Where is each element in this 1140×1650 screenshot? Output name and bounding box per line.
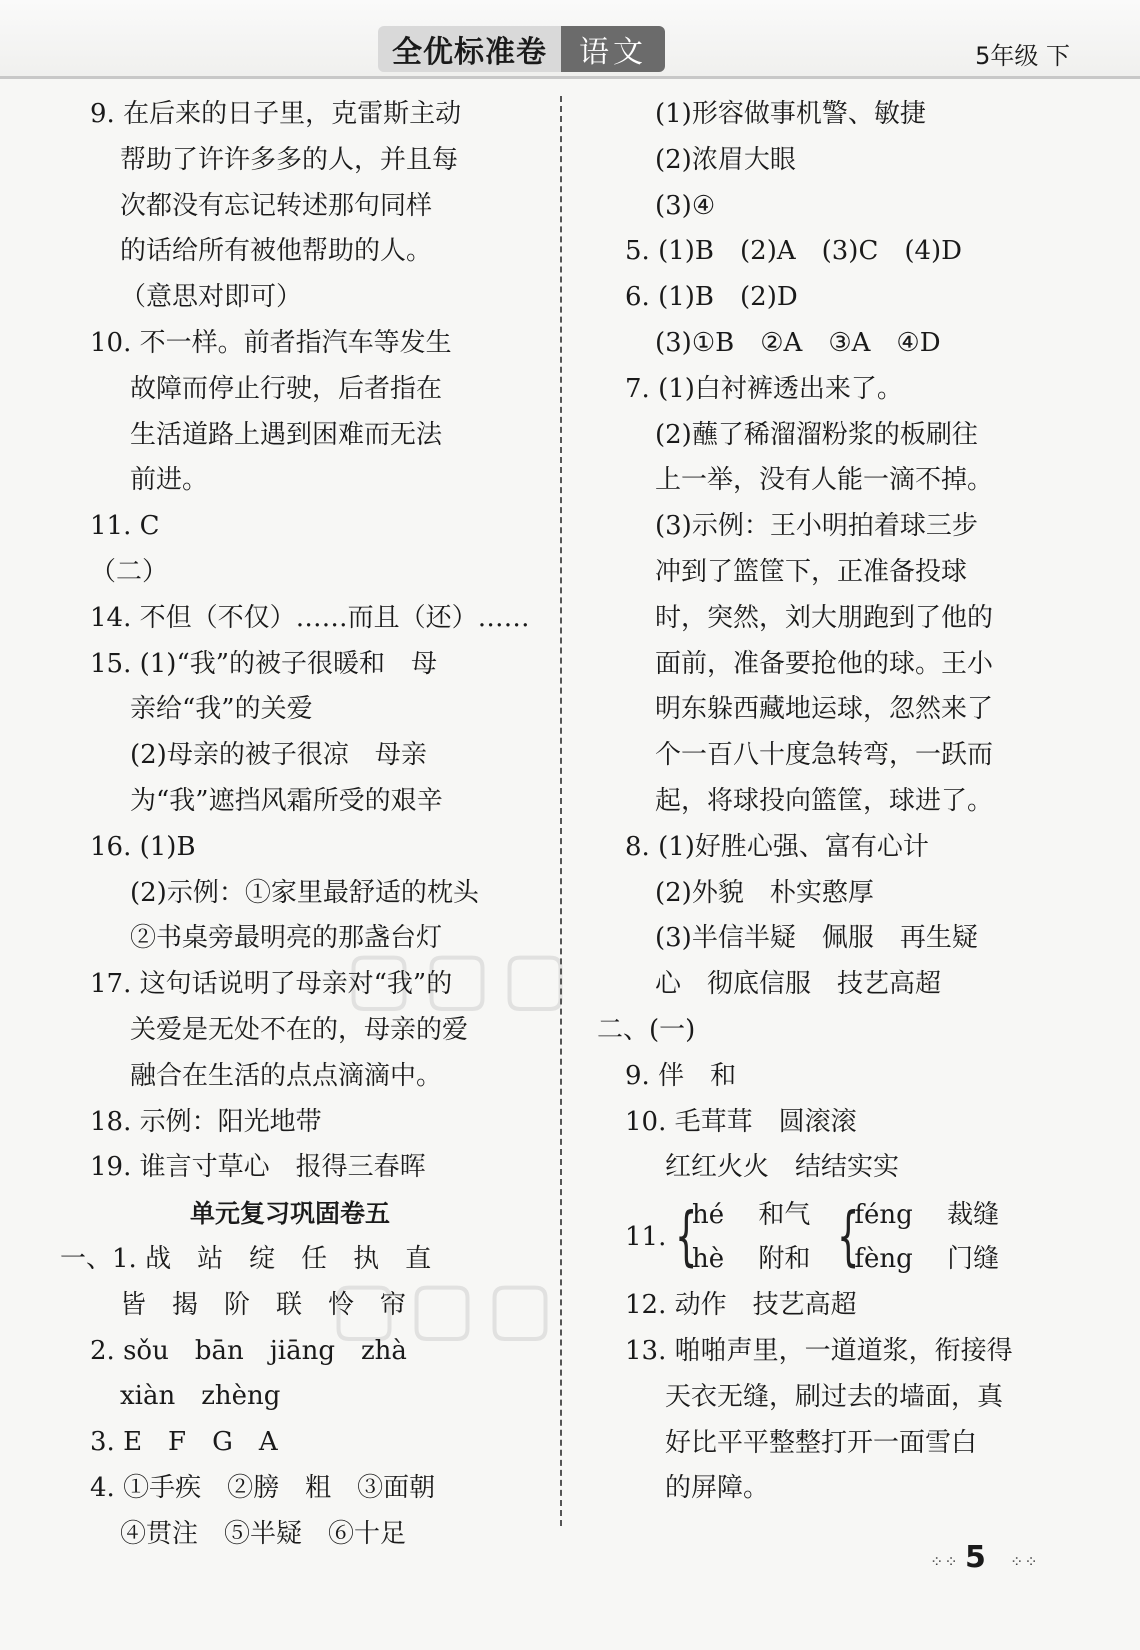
answer-line: 帮助了许许多多的人，并且每 [120, 144, 459, 175]
right-answer-column [597, 92, 1045, 1512]
answer-line: 4. ①手疾 ②膀 粗 ③面朝 [90, 1472, 436, 1503]
answer-line: (2)浓眉大眼 [655, 144, 796, 175]
answer-line: 前进。 [130, 465, 209, 496]
footer-dots-icon: ⁘⁘ [1010, 1552, 1039, 1571]
answer-line: 9. 在后来的日子里，克雷斯主动 [90, 99, 462, 129]
answer-line: 红红火火 结结实实 [665, 1152, 900, 1183]
pinyin: hé [692, 1200, 725, 1231]
answer-line: 天衣无缝，刷过去的墙面，真 [665, 1381, 1004, 1412]
answer-line: (2)外貌 朴实憨厚 [655, 877, 874, 908]
answer-line: 融合在生活的点点滴滴中。 [130, 1060, 443, 1091]
answer-line: (3)半信半疑 佩服 再生疑 [655, 923, 978, 954]
answer-line: (1)形容做事机警、敏捷 [655, 99, 926, 129]
page-number: 5 [965, 1540, 986, 1575]
answer-line: 10. 毛茸茸 圆滚滚 [625, 1106, 857, 1137]
answer-line: 为“我”遮挡风霜所受的艰辛 [130, 785, 443, 816]
answer-line: 14. 不但（不仅）……而且（还）…… [90, 602, 530, 633]
answer-line: 15. (1)“我”的被子很暖和 母 [90, 648, 438, 679]
answer-line: 时，突然，刘大朋跑到了他的 [655, 602, 994, 633]
footer-dots-icon: ⁘⁘ [930, 1552, 959, 1571]
answer-line: 11. C [90, 511, 160, 542]
brand-banner [378, 26, 665, 72]
brace-group-b [854, 1195, 999, 1279]
answer-line: 明东躲西藏地运球，忽然来了 [655, 694, 994, 725]
answer-line: 皆 揭 阶 联 怜 帘 [120, 1289, 407, 1320]
answer-line: 5. (1)B (2)A (3)C (4)D [625, 236, 963, 267]
watermark-mark: ▢▢▢ [330, 1265, 565, 1349]
watermark-mark: ▢▢▢ [345, 935, 580, 1019]
answer-line: 13. 啪啪声里，一道道浆，衔接得 [625, 1335, 1013, 1366]
answer-line: 19. 谁言寸草心 报得三春晖 [90, 1152, 426, 1183]
brace-icon: { [837, 1200, 860, 1275]
answer-line: 3. E F G A [90, 1427, 278, 1458]
brace-group-a [692, 1195, 810, 1279]
answer-line: ④贯注 ⑤半疑 ⑥十足 [120, 1518, 407, 1549]
answer-line: 故障而停止行驶，后者指在 [130, 373, 443, 404]
question-number: 11. [625, 1222, 667, 1253]
answer-line: 上一举，没有人能一滴不掉。 [655, 465, 994, 496]
answer-line: (2)母亲的被子很凉 母亲 [130, 740, 427, 771]
answer-line: 冲到了篮筐下，正准备投球 [655, 556, 968, 587]
answer-line: 二、(一) [597, 1014, 696, 1045]
answer-line: (2)蘸了稀溜溜粉浆的板刷往 [655, 419, 978, 450]
answer-line: 亲给“我”的关爱 [130, 694, 313, 725]
answer-line: 10. 不一样。前者指汽车等发生 [90, 327, 452, 358]
brand-title: 全优标准卷 [378, 26, 561, 72]
word: 附和 [758, 1244, 811, 1275]
pinyin: féng [854, 1200, 913, 1231]
answer-line: (3)①B ②A ③A ④D [655, 327, 941, 358]
answer-line: （二） [90, 556, 169, 587]
pinyin: hè [692, 1244, 725, 1275]
left-answer-column [60, 92, 550, 1558]
answer-line: （意思对即可） [120, 282, 303, 313]
answer-line: 起，将球投向篮筐，球进了。 [655, 785, 994, 816]
answer-line: 面前，准备要抢他的球。王小 [655, 648, 994, 679]
answer-line: (3)示例：王小明拍着球三步 [655, 511, 978, 542]
answer-line: 17. 这句话说明了母亲对“我”的 [90, 969, 453, 1000]
answer-line: 2. sǒu bān jiāng zhà [90, 1335, 407, 1366]
answer-line: 个一百八十度急转弯，一跃而 [655, 740, 994, 771]
grade-label: 5年级 下 [975, 42, 1070, 70]
subject-label: 语文 [561, 26, 665, 72]
brace-icon: { [674, 1200, 698, 1275]
word: 和气 [758, 1200, 811, 1231]
word: 裁缝 [947, 1200, 1000, 1231]
column-divider [560, 96, 562, 1526]
answer-line: 7. (1)白衬裤透出来了。 [625, 373, 903, 404]
answer-line: 次都没有忘记转述那句同样 [120, 190, 433, 221]
answer-line: (3)④ [655, 190, 716, 221]
answer-line: 心 彻底信服 技艺高超 [655, 969, 942, 1000]
word: 门缝 [947, 1244, 1000, 1275]
answer-line: xiàn zhèng [120, 1381, 281, 1412]
answer-line: 12. 动作 技艺高超 [625, 1290, 857, 1321]
answer-line: 9. 伴 和 [625, 1060, 737, 1091]
answer-line: 好比平平整整打开一面雪白 [665, 1427, 978, 1458]
question-11-block [625, 1191, 1045, 1283]
pinyin: fèng [854, 1244, 913, 1275]
answer-line: ②书桌旁最明亮的那盏台灯 [130, 923, 443, 954]
answer-line: 一、1. 战 站 绽 任 执 直 [60, 1243, 432, 1274]
answer-line: 单元复习巩固卷五 [190, 1199, 391, 1229]
answer-line: 关爱是无处不在的，母亲的爱 [130, 1014, 469, 1045]
answer-line: 8. (1)好胜心强、富有心计 [625, 831, 929, 862]
page-header [0, 0, 1140, 79]
answer-line: 的话给所有被他帮助的人。 [120, 236, 433, 267]
answer-line: 生活道路上遇到困难而无法 [130, 419, 443, 450]
answer-line: 18. 示例：阳光地带 [90, 1106, 322, 1137]
answer-line: 的屏障。 [665, 1473, 770, 1504]
answer-line: (2)示例：①家里最舒适的枕头 [130, 877, 479, 908]
answer-line: 16. (1)B [90, 831, 196, 862]
answer-line: 6. (1)B (2)D [625, 282, 798, 313]
